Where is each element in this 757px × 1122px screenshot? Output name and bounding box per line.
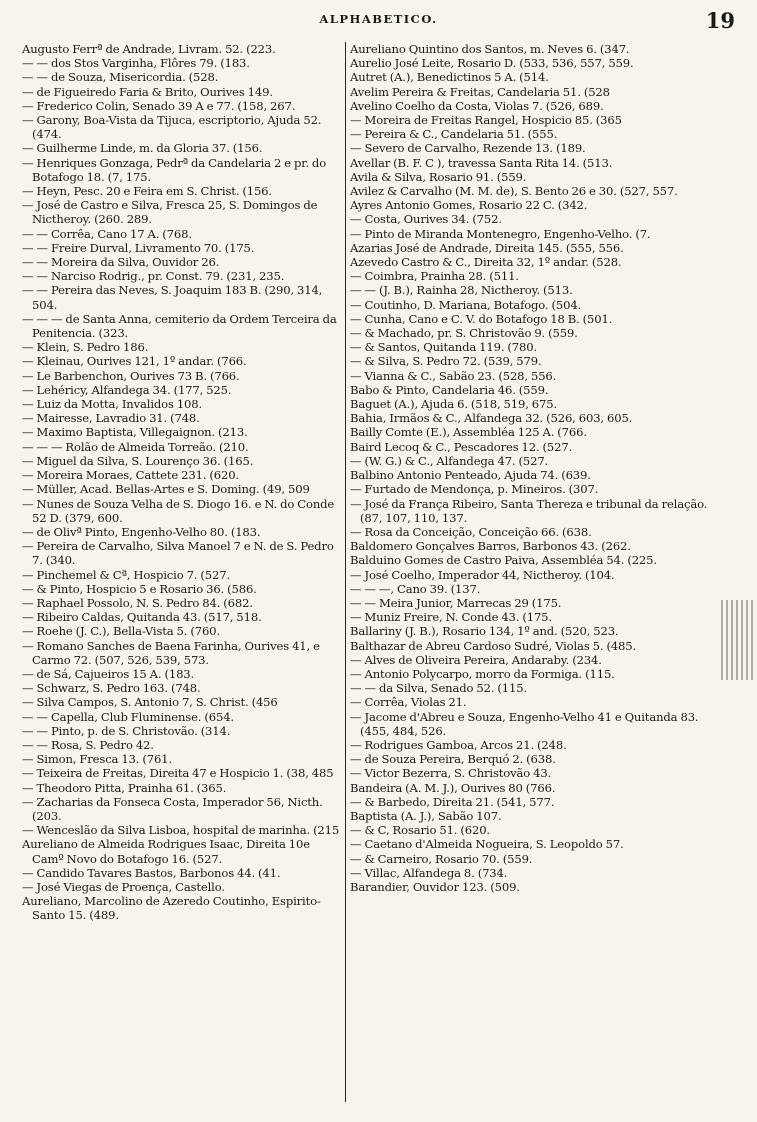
directory-entry: — José Coelho, Imperador 44, Nictheroy. (104. [350, 567, 615, 582]
directory-entry: — Romano Sanches de Baena Farinha, Ourives 41, e Carmo 72. (507, 526, 539, 573. [22, 638, 320, 667]
directory-entry: — Miguel da Silva, S. Lourenço 36. (165. [22, 453, 254, 468]
directory-entry: — Costa, Ourives 34. (752. [350, 212, 502, 227]
directory-entry: — José de Castro e Silva, Fresca 25, S. Domingos de Nictheroy. (260. 289. [22, 198, 318, 227]
directory-entry: — — — Rolão de Almeida Torreão. (210. [22, 439, 249, 454]
directory-entry: — Maximo Baptista, Villegaignon. (213. [22, 425, 248, 440]
directory-entry: — Frederico Colin, Senado 39 A e 77. (158, 267. [22, 98, 296, 113]
directory-entry: — — Corrêa, Cano 17 A. (768. [22, 226, 192, 241]
directory-entry: — Garony, Boa-Vista da Tijuca, escriptorio, Ajuda 52. (474. [22, 113, 322, 142]
directory-entry: — Guilherme Linde, m. da Gloria 37. (156. [22, 141, 263, 156]
directory-entry: Avelim Pereira & Freitas, Candelaria 51. (528 [350, 84, 610, 99]
directory-entry: Bandeira (A. M. J.), Ourives 80 (766. [350, 780, 556, 795]
directory-entry: — Zacharias da Fonseca Costa, Imperador 56, Nicth. (203. [22, 794, 323, 823]
directory-entry: — Teixeira de Freitas, Direita 47 e Hospicio 1. (38, 485 [22, 766, 334, 781]
directory-entry: — Pinto de Miranda Montenegro, Engenho-Velho. (7. [350, 226, 651, 241]
directory-entry: Babo & Pinto, Candelaria 46. (559. [350, 382, 549, 397]
directory-entry: — de Souza Pereira, Berquó 2. (638. [350, 752, 556, 767]
directory-entry: — Villac, Alfandega 8. (734. [350, 865, 508, 880]
directory-entry: — Cunha, Cano e C. V. do Botafogo 18 B. (501. [350, 311, 613, 326]
directory-entry: Balduino Gomes de Castro Paiva, Assembléa 54. (225. [350, 553, 657, 568]
directory-entry: — Alves de Oliveira Pereira, Andaraby. (234. [350, 652, 602, 667]
directory-entry: — — Moreira da Silva, Ouvidor 26. [22, 255, 220, 270]
directory-entry: — Le Barbenchon, Ourives 73 B. (766. [22, 368, 240, 383]
page-number: 19 [705, 8, 735, 33]
directory-entry: Avellar (B. F. C ), travessa Santa Rita 14. (513. [350, 155, 613, 170]
right-column [350, 42, 716, 1112]
directory-entry: — — Capella, Club Fluminense. (654. [22, 709, 234, 724]
directory-entry: — & Santos, Quitanda 119. (780. [350, 340, 537, 355]
directory-entry: — Mairesse, Lavradio 31. (748. [22, 411, 200, 426]
directory-entry: — Kleinau, Ourives 121, 1º andar. (766. [22, 354, 247, 369]
directory-entry: Azarias José de Andrade, Direita 145. (555, 556. [350, 240, 624, 255]
directory-entry: — José da França Ribeiro, Santa Thereza e tribunal da relação. (87, 107, 110, 137. [350, 496, 708, 525]
directory-entry: Baird Lecoq & C., Pescadores 12. (527. [350, 439, 573, 454]
directory-entry: — Schwarz, S. Pedro 163. (748. [22, 681, 201, 696]
directory-entry: — (W. G.) & C., Alfandega 47. (527. [350, 453, 549, 468]
page-header [0, 8, 757, 34]
directory-entry: — Klein, S. Pedro 186. [22, 340, 149, 355]
directory-entry: Baldomero Gonçalves Barros, Barbonos 43. (262. [350, 539, 631, 554]
directory-entry: — Jacome d'Abreu e Souza, Engenho-Velho 41 e Quitanda 83. (455, 484, 526. [350, 709, 699, 738]
directory-entry: Augusto Ferrª de Andrade, Livram. 52. (223. [22, 42, 276, 56]
directory-entry: — — Rosa, S. Pedro 42. [22, 737, 154, 752]
directory-entry: Baptista (A. J.), Sabão 107. [350, 808, 502, 823]
directory-entry: — & Silva, S. Pedro 72. (539, 579. [350, 354, 542, 369]
directory-entry: — Müller, Acad. Bellas-Artes e S. Doming. (49, 509 [22, 482, 310, 497]
directory-entry: — Simon, Fresca 13. (761. [22, 752, 172, 767]
directory-entry: — Silva Campos, S. Antonio 7, S. Christ. (456 [22, 695, 278, 710]
directory-entry: — Ribeiro Caldas, Quitanda 43. (517, 518. [22, 610, 262, 625]
directory-entry: — de Sá, Cajueiros 15 A. (183. [22, 666, 195, 681]
directory-entry: Ballariny (J. B.), Rosario 134, 1º and. (520, 523. [350, 624, 619, 639]
directory-entry: — & Barbedo, Direita 21. (541, 577. [350, 794, 555, 809]
directory-entry: Azevedo Castro & C., Direita 32, 1º andar. (528. [350, 255, 622, 270]
page-edge-stain [721, 600, 755, 680]
directory-entry: — Lehéricy, Alfandega 34. (177, 525. [22, 382, 232, 397]
directory-entry: Aureliano Quintino dos Santos, m. Neves 6. (347. [350, 42, 630, 56]
directory-entry: — — —, Cano 39. (137. [350, 581, 481, 596]
directory-entry: Avilez & Carvalho (M. M. de), S. Bento 26 e 30. (527, 557. [350, 184, 678, 199]
directory-entry: Ayres Antonio Gomes, Rosario 22 C. (342. [350, 198, 588, 213]
running-title: ALPHABETICO. [319, 12, 438, 26]
directory-entry: — & C, Rosario 51. (620. [350, 823, 490, 838]
directory-entry: — Antonio Polycarpo, morro da Formiga. (115. [350, 666, 615, 681]
directory-entry: — Coutinho, D. Mariana, Botafogo. (504. [350, 297, 582, 312]
directory-entry: — — Meira Junior, Marrecas 29 (175. [350, 595, 562, 610]
directory-entry: — Victor Bezerra, S. Christovão 43. [350, 766, 552, 781]
directory-entry: — & Machado, pr. S. Christovão 9. (559. [350, 326, 578, 341]
directory-entry: — & Pinto, Hospicio 5 e Rosario 36. (586. [22, 581, 257, 596]
directory-entry: — Candido Tavares Bastos, Barbonos 44. (41. [22, 865, 281, 880]
directory-entry: Aureliano de Almeida Rodrigues Isaac, Direita 10e Camº Novo do Botafogo 16. (527. [22, 837, 310, 866]
directory-entry: Bahia, Irmãos & C., Alfandega 32. (526, 603, 605. [350, 411, 633, 426]
directory-entry: — — Freire Durval, Livramento 70. (175. [22, 240, 255, 255]
directory-entry: — Heyn, Pesc. 20 e Feira em S. Christ. (156. [22, 184, 272, 199]
directory-entry: — & Carneiro, Rosario 70. (559. [350, 851, 533, 866]
directory-entry: Balthazar de Abreu Cardoso Sudré, Violas 5. (485. [350, 638, 637, 653]
directory-entry: — Moreira de Freitas Rangel, Hospicio 85. (365 [350, 113, 622, 128]
directory-entry: — Raphael Possolo, N. S. Pedro 84. (682. [22, 595, 253, 610]
directory-entry: — — de Souza, Misericordia. (528. [22, 70, 219, 85]
directory-entry: — Coimbra, Prainha 28. (511. [350, 269, 519, 284]
directory-entry: — — Pinto, p. de S. Christovão. (314. [22, 723, 231, 738]
directory-entry: — Furtado de Mendonça, p. Mineiros. (307. [350, 482, 599, 497]
directory-entry: — Rodrigues Gamboa, Arcos 21. (248. [350, 737, 567, 752]
directory-entry: Aurelio José Leite, Rosario D. (533, 536, 557, 559. [350, 56, 634, 71]
directory-entry: — Severo de Carvalho, Rezende 13. (189. [350, 141, 586, 156]
directory-entry: — Luiz da Motta, Invalidos 108. [22, 397, 203, 412]
directory-entry: Aureliano, Marcolino de Azeredo Coutinho, Espirito-Santo 15. (489. [22, 894, 321, 923]
column-divider [345, 42, 346, 1102]
directory-entry: — Pinchemel & Cª, Hospicio 7. (527. [22, 567, 230, 582]
directory-entry: — — — de Santa Anna, cemiterio da Ordem Terceira da Penitencia. (323. [22, 311, 337, 341]
directory-entry: — de Olivª Pinto, Engenho-Velho 80. (183. [22, 524, 261, 539]
directory-entry: — Rosa da Conceição, Conceição 66. (638. [350, 524, 592, 539]
directory-entry: — Henriques Gonzaga, Pedrª da Candelaria 2 e pr. do Botafogo 18. (7, 175. [22, 155, 327, 184]
directory-entry: — — Narciso Rodrig., pr. Const. 79. (231, 235. [22, 269, 285, 284]
directory-entry: Autret (A.), Benedictinos 5 A. (514. [350, 70, 549, 85]
directory-entry: — Pereira & C., Candelaria 51. (555. [350, 127, 558, 142]
directory-entry: — José Viegas de Proença, Castello. [22, 879, 225, 894]
directory-entry: — — Pereira das Neves, S. Joaquim 183 B. (290, 314, 504. [22, 283, 323, 312]
directory-entry: Avelino Coelho da Costa, Violas 7. (526, 689. [350, 98, 604, 113]
directory-entry: — Nunes de Souza Velha de S. Diogo 16. e N. do Conde 52 D. (379, 600. [22, 496, 335, 525]
directory-entry: — Pereira de Carvalho, Silva Manoel 7 e N. de S. Pedro 7. (340. [22, 539, 334, 568]
directory-entry: Barandier, Ouvidor 123. (509. [350, 879, 520, 894]
left-column [22, 42, 344, 1112]
directory-entry: — Moreira Moraes, Cattete 231. (620. [22, 468, 239, 483]
directory-entry: — de Figueiredo Faria & Brito, Ourives 149. [22, 84, 273, 99]
directory-entry: — Vianna & C., Sabão 23. (528, 556. [350, 368, 557, 383]
directory-entry: Bailly Comte (E.), Assembléa 125 A. (766. [350, 425, 587, 440]
directory-entry: — Caetano d'Almeida Nogueira, S. Leopoldo 57. [350, 837, 624, 852]
directory-entry: — Theodoro Pitta, Prainha 61. (365. [22, 780, 227, 795]
directory-entry: — Roehe (J. C.), Bella-Vista 5. (760. [22, 624, 220, 639]
directory-entry: Baguet (A.), Ajuda 6. (518, 519, 675. [350, 397, 557, 412]
directory-entry: — Muniz Freire, N. Conde 43. (175. [350, 610, 552, 625]
directory-entry: — Wenceslão da Silva Lisboa, hospital de marinha. (215 [22, 823, 340, 838]
directory-entry: — — da Silva, Senado 52. (115. [350, 681, 527, 696]
directory-entry: — — (J. B.), Rainha 28, Nictheroy. (513. [350, 283, 573, 298]
directory-entry: — Corrêa, Violas 21. [350, 695, 467, 710]
directory-entry: Balbino Antonio Penteado, Ajuda 74. (639. [350, 468, 591, 483]
directory-entry: Avila & Silva, Rosario 91. (559. [350, 169, 527, 184]
directory-entry: — — dos Stos Varginha, Flôres 79. (183. [22, 56, 250, 71]
